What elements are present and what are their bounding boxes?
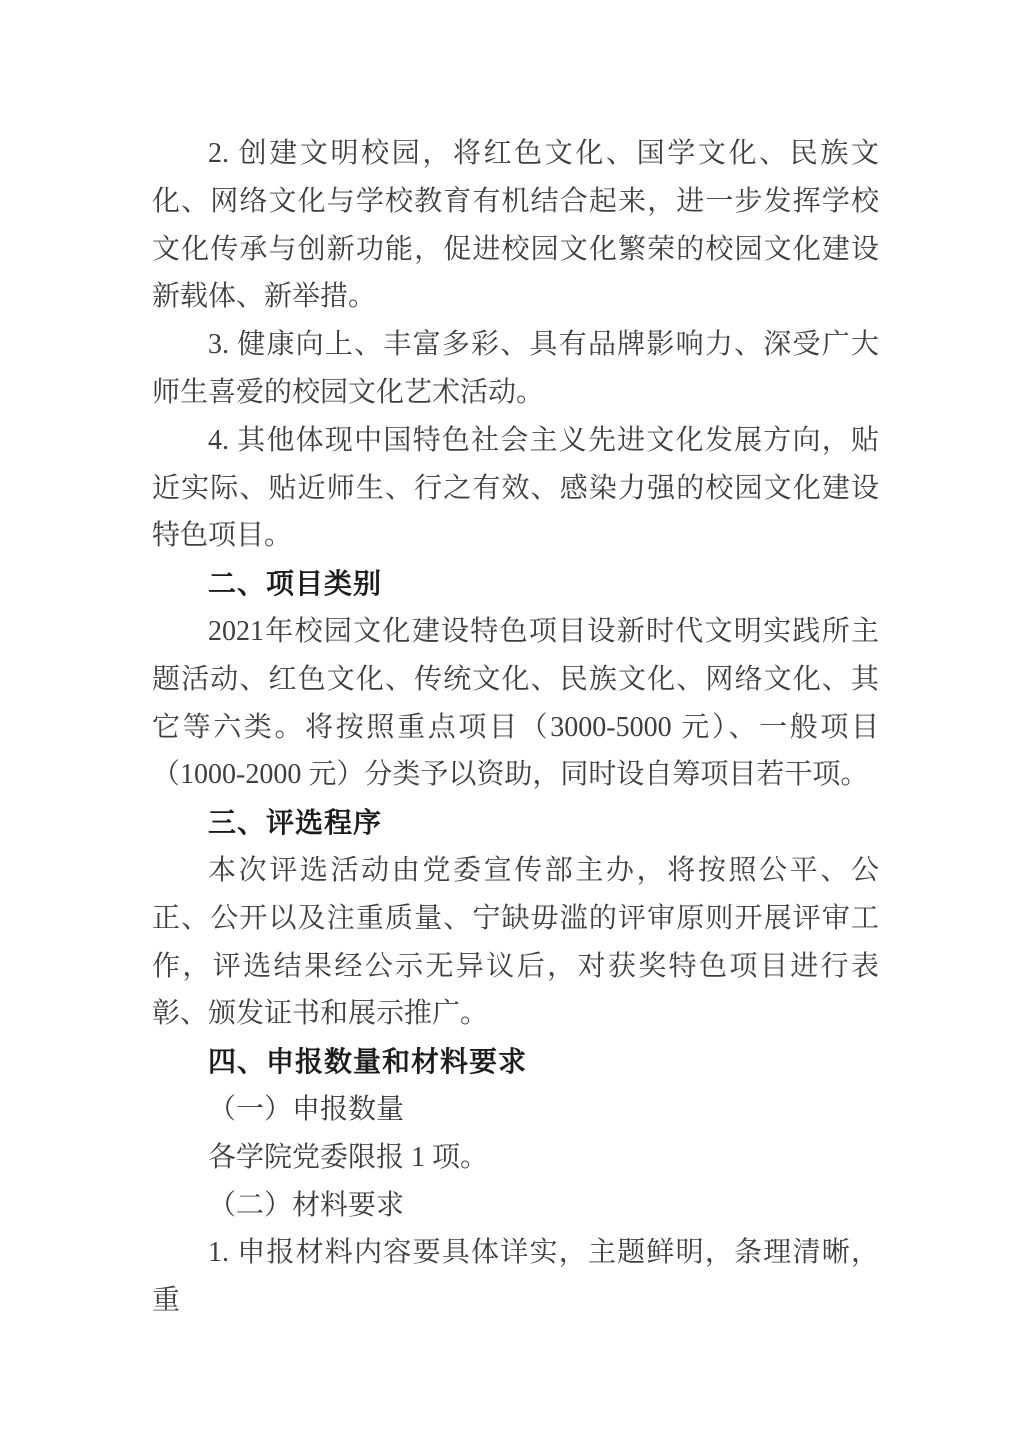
paragraph-project-categories: 2021年校园文化建设特色项目设新时代文明实践所主题活动、红色文化、传统文化、民族文化、网络文化、其它等六类。将按照重点项目（3000-5000 元）、一般项目（1000-2000 元）分类予以资助，同时设自筹项目若干项。 <box>152 615 879 791</box>
numbered-item-2: 2. 创建文明校园，将红色文化、国学文化、民族文化、网络文化与学校教育有机结合起来，进一步发挥学校文化传承与创新功能，促进校园文化繁荣的校园文化建设新载体、新举措。 <box>152 138 879 313</box>
paragraph-application-quantity: 各学院党委限报 1 项。 <box>208 1141 489 1173</box>
numbered-item-4: 4. 其他体现中国特色社会主义先进文化发展方向，贴近实际、贴近师生、行之有效、感染力强的校园文化建设特色项目。 <box>152 424 879 552</box>
section-heading-application-requirements: 四、申报数量和材料要求 <box>208 1046 528 1078</box>
section-heading-project-categories: 二、项目类别 <box>208 568 383 600</box>
section-heading-selection-procedure: 三、评选程序 <box>208 807 383 839</box>
paragraph-selection-procedure: 本次评选活动由党委宣传部主办，将按照公平、公正、公开以及注重质量、宁缺毋滥的评审原则开展评审工作，评选结果经公示无异议后，对获奖特色项目进行表彰、颁发证书和展示推广。 <box>152 854 879 1030</box>
sub-heading-application-quantity: （一）申报数量 <box>208 1093 405 1125</box>
sub-heading-material-requirements: （二）材料要求 <box>208 1189 405 1221</box>
numbered-item-3: 3. 健康向上、丰富多彩、具有品牌影响力、深受广大师生喜爱的校园文化艺术活动。 <box>152 329 879 408</box>
document-content <box>152 130 879 1325</box>
paragraph-material-requirements: 1. 申报材料内容要具体详实，主题鲜明，条理清晰，重 <box>152 1237 879 1317</box>
